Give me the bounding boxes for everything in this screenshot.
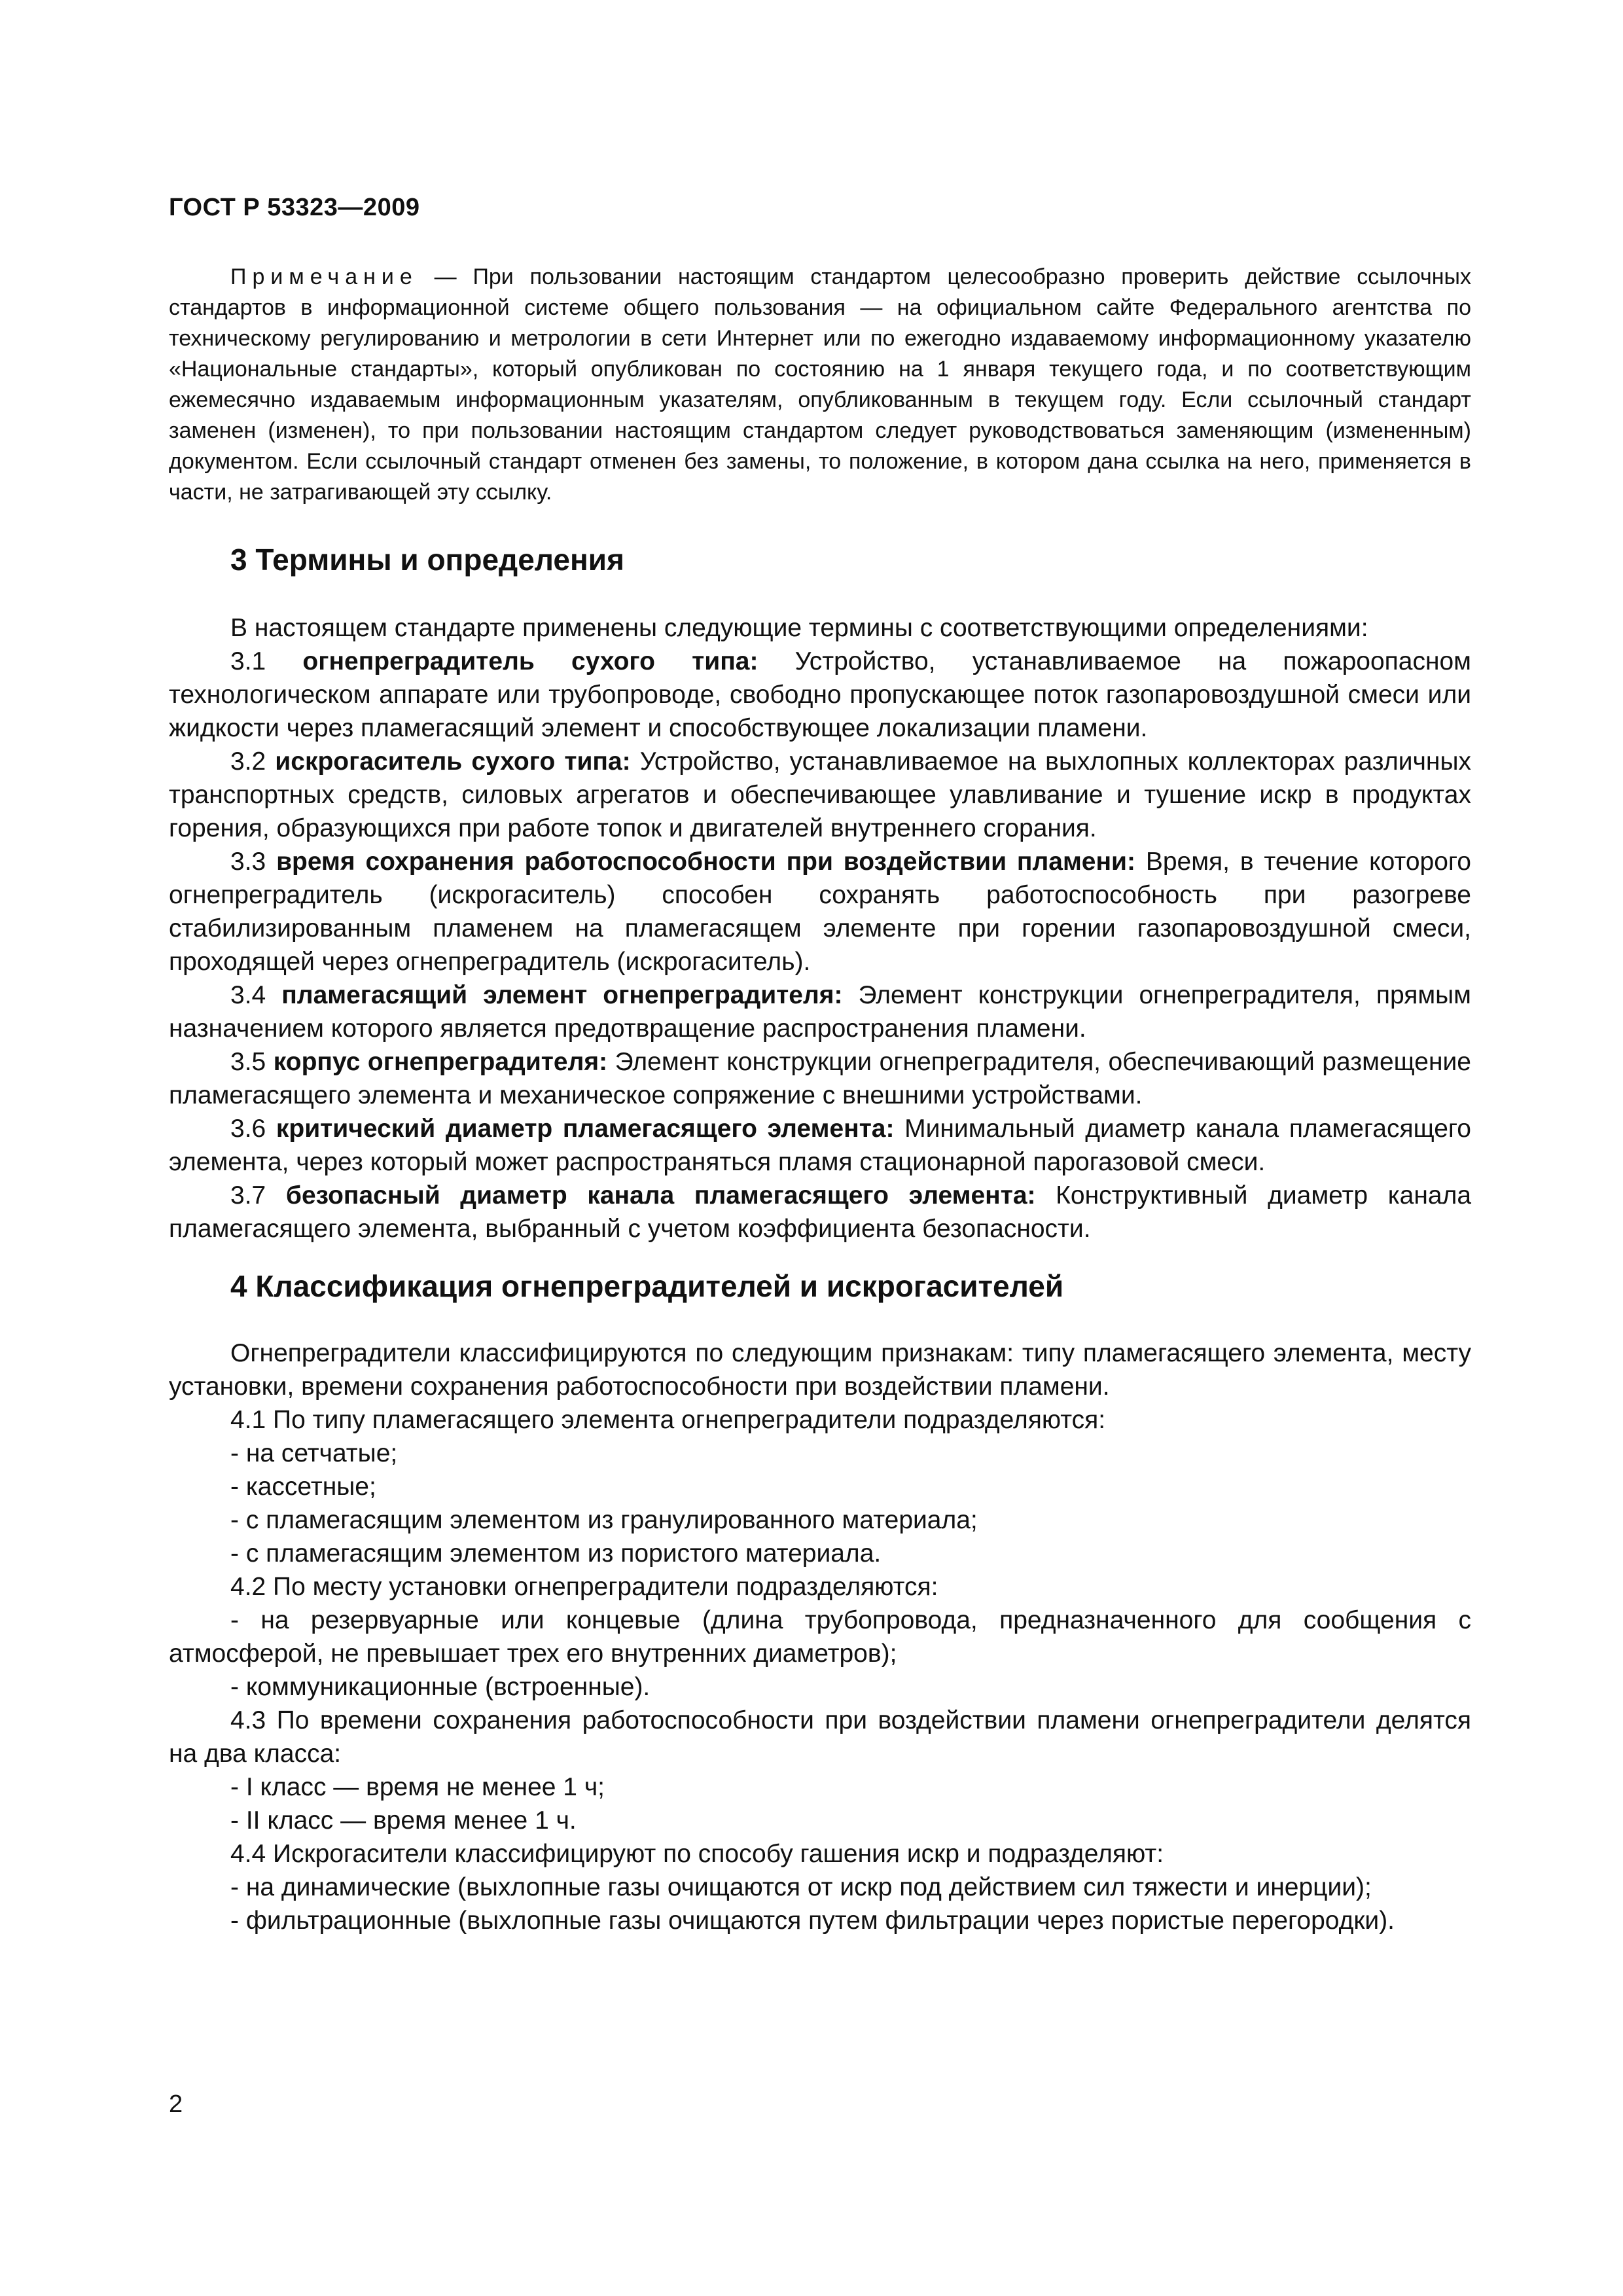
- term-3-5: [169, 1045, 1471, 1112]
- document-header: ГОСТ Р 53323—2009: [169, 194, 420, 221]
- list-item: - кассетные;: [230, 1473, 376, 1501]
- term-number: 3.5: [230, 1048, 274, 1076]
- clause-4-1: 4.1 По типу пламегасящего элемента огнепреградители подразделяются:: [230, 1406, 1106, 1434]
- page-number: 2: [169, 2090, 183, 2118]
- list-item: - I класс — время не менее 1 ч;: [230, 1773, 605, 1801]
- list-item: - на резервуарные или концевые (длина трубопровода, предназначенного для сообщения с атмосферой, не превышает трех его внутренних диаметров);: [169, 1606, 1471, 1668]
- term-definition: Элемент конструкции огнепреградителя, обеспечивающий размещение пламегасящего элемента и механическое сопряжение с внешними устройствами.: [169, 1048, 1471, 1109]
- term-name: огнепреградитель сухого типа:: [302, 647, 758, 675]
- note-text: — При пользовании настоящим стандартом целесообразно проверить действие ссылочных стандартов в информационной системе общего пользования — на официальном сайте Федерального агентства по техническому регулированию и метрологии в сети Интернет или по ежегодно издаваемому информационному указателю «Национальные стандарты», который опубликован по состоянию на 1 января текущего года, и по соответствующим ежемесячно издаваемым информационным указателям, опубликованным в текущем году. Если ссылочный стандарт заменен (изменен), то при пользовании настоящим стандартом следует руководствоваться заменяющим (измененным) документом. Если ссылочный стандарт отменен без замены, то положение, в котором дана ссылка на него, применяется в части, не затрагивающей эту ссылку.: [169, 264, 1471, 505]
- term-3-1: [169, 645, 1471, 745]
- section-4-intro: Огнепреградители классифицируются по следующим признакам: типу пламегасящего элемента, месту установки, времени сохранения работоспособности при воздействии пламени.: [169, 1339, 1471, 1401]
- list-item: - с пламегасящим элементом из пористого материала.: [230, 1539, 882, 1568]
- list-item: - II класс — время менее 1 ч.: [230, 1806, 577, 1835]
- section-3-body: [169, 611, 1471, 1246]
- list-item: - с пламегасящим элементом из гранулированного материала;: [230, 1506, 978, 1534]
- term-3-2: [169, 745, 1471, 845]
- section-3-title: 3 Термины и определения: [230, 543, 624, 577]
- term-3-7: [169, 1179, 1471, 1246]
- term-3-4: [169, 978, 1471, 1045]
- term-definition: Устройство, устанавливаемое на выхлопных коллекторах различных транспортных средств, силовых агрегатов и обеспечивающее улавливание и тушение искр в продуктах горения, образующихся при работе топок и двигателей внутреннего сгорания.: [169, 747, 1471, 842]
- list-item: - на сетчатые;: [230, 1439, 398, 1467]
- term-name: корпус огнепреградителя:: [273, 1048, 608, 1076]
- term-definition: Устройство, устанавливаемое на пожароопасном технологическом аппарате или трубопроводе, свободно пропускающее поток газопаровоздушной смеси или жидкости через пламегасящий элемент и способствующее локализации пламени.: [169, 647, 1471, 742]
- term-number: 3.2: [230, 747, 276, 776]
- list-item: - на динамические (выхлопные газы очищаются от искр под действием сил тяжести и инерции);: [230, 1873, 1372, 1901]
- term-3-6: [169, 1112, 1471, 1179]
- note-paragraph: [169, 262, 1471, 508]
- term-definition: Элемент конструкции огнепреградителя, прямым назначением которого является предотвращение распространения пламени.: [169, 981, 1471, 1043]
- list-item: - фильтрационные (выхлопные газы очищаются путем фильтрации через пористые перегородки).: [230, 1907, 1395, 1935]
- term-name: пламегасящий элемент огнепреградителя:: [281, 981, 843, 1009]
- list-item: - коммуникационные (встроенные).: [230, 1673, 651, 1701]
- section-4-title: 4 Классификация огнепреградителей и искрогасителей: [230, 1269, 1064, 1303]
- note-label: Примечание: [230, 264, 418, 289]
- term-name: время сохранения работоспособности при воздействии пламени:: [276, 848, 1135, 876]
- term-3-3: [169, 845, 1471, 978]
- term-number: 3.7: [230, 1181, 286, 1210]
- clause-4-2: 4.2 По месту установки огнепреградители подразделяются:: [230, 1573, 938, 1601]
- section-4-body: [169, 1336, 1471, 1937]
- term-name: искрогаситель сухого типа:: [275, 747, 631, 776]
- term-definition: Конструктивный диаметр канала пламегасящего элемента, выбранный с учетом коэффициента безопасности.: [169, 1181, 1472, 1243]
- clause-4-4: 4.4 Искрогасители классифицируют по способу гашения искр и подразделяют:: [230, 1840, 1164, 1868]
- term-number: 3.1: [230, 647, 303, 675]
- term-name: критический диаметр пламегасящего элемента:: [276, 1115, 895, 1143]
- term-number: 3.6: [230, 1115, 276, 1143]
- term-definition: Минимальный диаметр канала пламегасящего элемента, через который может распространяться пламя стационарной парогазовой смеси.: [169, 1115, 1471, 1176]
- section-3-intro: В настоящем стандарте применены следующие термины с соответствующими определениями:: [230, 614, 1368, 642]
- term-number: 3.3: [230, 848, 277, 876]
- clause-4-3: 4.3 По времени сохранения работоспособности при воздействии пламени огнепреградители делятся на два класса:: [169, 1706, 1471, 1768]
- term-number: 3.4: [230, 981, 282, 1009]
- term-definition: Время, в течение которого огнепреградитель (искрогаситель) способен сохранять работоспособность при разогреве стабилизированным пламенем на пламегасящем элементе при горении газопаровоздушной смеси, проходящей через огнепреградитель (искрогаситель).: [169, 848, 1471, 976]
- term-name: безопасный диаметр канала пламегасящего элемента:: [285, 1181, 1036, 1210]
